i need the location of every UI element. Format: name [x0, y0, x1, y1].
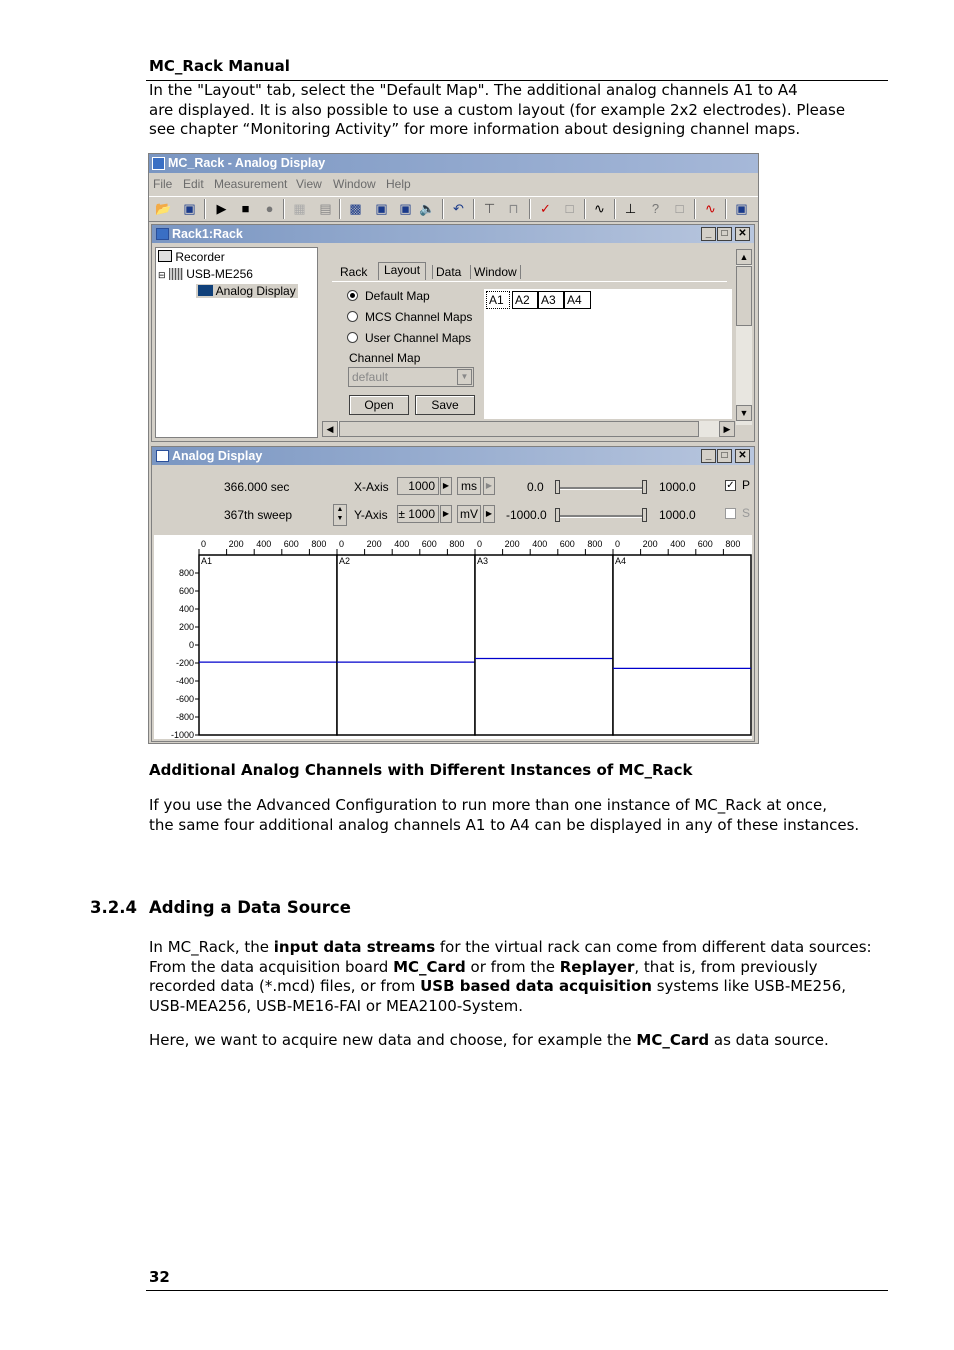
channel-map-select[interactable]	[348, 367, 474, 387]
app-titlebar	[149, 154, 758, 173]
tree-item-usb-me256[interactable]	[158, 267, 253, 281]
channel-label: A1	[201, 556, 213, 566]
analog-display-window	[151, 446, 755, 742]
analog-display-icon	[198, 285, 213, 296]
y-tick-label: -200	[175, 658, 194, 668]
bold-term: MC_Card	[393, 957, 466, 976]
hscroll-thumb[interactable]	[339, 421, 699, 437]
tree-item-recorder[interactable]	[158, 250, 225, 264]
window-icon[interactable]: ▣	[735, 201, 748, 216]
text-run: recorded data (*.mcd) files, or from	[149, 977, 421, 995]
intro-paragraph	[149, 81, 869, 140]
window-icon	[156, 450, 169, 462]
text-run: systems like USB-ME256,	[651, 977, 847, 995]
scroll-up-icon[interactable]: ▲	[736, 249, 752, 265]
paragraph-line: the same four additional analog channels A1 to A4 can be displayed in any of these instances.	[149, 815, 860, 834]
text-run: In MC_Rack, the	[149, 938, 274, 956]
y-tick-label: 800	[178, 568, 194, 578]
pulse-icon[interactable]: ⊓	[508, 201, 519, 216]
x-unit-arrow-icon[interactable]: ▶	[483, 477, 495, 495]
channel-box-a4[interactable]: A4	[564, 291, 591, 309]
tree-label: USB-ME256	[186, 267, 253, 281]
x-tick-label: 0	[477, 539, 483, 549]
channel-map-label: Channel Map	[349, 351, 421, 365]
plot-area	[154, 535, 752, 739]
toolbar-separator	[204, 199, 206, 219]
radio-label: MCS Channel Maps	[365, 310, 473, 324]
x-tick-label: 600	[697, 539, 713, 549]
x-tick-label: 600	[283, 539, 299, 549]
channel-label: A2	[339, 556, 351, 566]
open-button[interactable]: Open	[349, 395, 409, 415]
radio-label: Default Map	[365, 289, 430, 303]
rack-window	[151, 224, 755, 442]
radio-mcs-channel-maps[interactable]	[347, 310, 472, 324]
x-min-value: 0.0	[527, 480, 544, 494]
intro-line: In the "Layout" tab, select the "Default Map". The additional analog channels A1 to A4	[149, 81, 798, 99]
checkbox-label: P	[742, 478, 751, 492]
close-icon[interactable]: ✕	[735, 227, 750, 241]
channel-label: A3	[477, 556, 489, 566]
sweep-spinner[interactable]: ▲ ▼	[333, 504, 347, 526]
rack-window-title: Rack1:Rack	[172, 227, 243, 241]
text-run: From the data acquisition board	[149, 957, 394, 976]
footer-rule	[146, 1290, 888, 1291]
y-unit-arrow-icon[interactable]: ▶	[483, 505, 495, 523]
minimize-icon[interactable]: _	[701, 227, 716, 241]
intro-line: see chapter “Monitoring Activity” for more information about designing channel maps.	[149, 120, 801, 138]
y-tick-label: -400	[175, 676, 194, 686]
grid-icon[interactable]: ▦	[293, 201, 306, 216]
y-axis-label: Y-Axis	[354, 508, 388, 522]
x-tick-label: 200	[366, 539, 382, 549]
y-min-value: -1000.0	[506, 508, 547, 522]
chart-icon[interactable]: □	[565, 201, 574, 216]
toolbar	[149, 196, 758, 222]
paragraph-line	[149, 958, 889, 978]
paragraph-mc-card	[149, 1031, 889, 1051]
tab-layout[interactable]: Layout	[378, 262, 426, 280]
bold-term: input data streams	[273, 938, 436, 956]
y-range-slider[interactable]	[557, 515, 647, 518]
x-tick-label: 200	[228, 539, 244, 549]
x-slider-thumb-left[interactable]	[555, 480, 560, 494]
display-icon[interactable]: ▩	[349, 201, 362, 216]
question-icon[interactable]: ?	[651, 201, 660, 216]
time-readout: 366.000 sec	[224, 480, 290, 494]
toolbar-separator	[529, 199, 531, 219]
channel-box-a2[interactable]: A2	[512, 291, 538, 309]
channel-map-canvas	[484, 289, 732, 419]
x-tick-label: 0	[201, 539, 207, 549]
radio-icon	[347, 311, 358, 322]
y-tick-label: 0	[188, 640, 194, 650]
save-button[interactable]: Save	[415, 395, 475, 415]
y-tick-label: 600	[178, 586, 194, 596]
tab-rule	[332, 281, 727, 282]
x-range-slider[interactable]	[557, 487, 647, 490]
y-slider-thumb-right[interactable]	[642, 508, 647, 522]
x-tick-label: 400	[394, 539, 410, 549]
radio-default-map[interactable]	[347, 289, 430, 303]
trigger-icon[interactable]: ▣	[399, 201, 412, 216]
analyzer-icon[interactable]: ⊥	[624, 201, 637, 216]
tree-label: Analog Display	[215, 284, 296, 298]
close-icon[interactable]: ✕	[735, 449, 750, 463]
toolbar-separator	[473, 199, 475, 219]
x-unit-field[interactable]: ms	[457, 477, 481, 495]
checkbox-unchecked[interactable]	[725, 508, 736, 519]
play-icon[interactable]: ▶	[216, 201, 227, 216]
paragraph-line: If you use the Advanced Configuration to run more than one instance of MC_Rack at once,	[149, 796, 828, 814]
save-disk-icon[interactable]: ▣	[183, 201, 196, 216]
tree-item-analog-display[interactable]	[196, 284, 298, 298]
x-tick-label: 200	[504, 539, 520, 549]
display-window-titlebar	[152, 447, 754, 465]
scroll-thumb[interactable]	[736, 266, 752, 326]
record-icon[interactable]: ●	[265, 201, 274, 216]
menu-edit[interactable]: Edit	[183, 177, 204, 191]
text-run: , that is, from previously	[634, 957, 818, 976]
radio-icon	[347, 332, 358, 343]
scroll-left-icon[interactable]: ◀	[322, 421, 338, 437]
text-run: or from the	[465, 957, 560, 976]
sound-icon[interactable]: 🔈	[419, 201, 436, 216]
x-tick-label: 0	[615, 539, 621, 549]
rack-window-titlebar	[152, 225, 754, 243]
plot-icon[interactable]: □	[675, 201, 684, 216]
minimize-icon[interactable]: _	[701, 449, 716, 463]
text-run: as data source.	[709, 1031, 829, 1049]
section-number: 3.2.4	[90, 898, 137, 917]
toolbar-separator	[339, 199, 341, 219]
x-tick-label: 200	[642, 539, 658, 549]
toolbar-separator	[694, 199, 696, 219]
channel-panel	[199, 555, 337, 735]
collapse-icon: ⊟	[158, 270, 166, 280]
paragraph-line	[149, 938, 889, 958]
bold-term: USB based data acquisition	[420, 977, 652, 995]
x-tick-label: 800	[449, 539, 465, 549]
x-tick-label: 800	[725, 539, 741, 549]
intro-line: are displayed. It is also possible to use a custom layout (for example 2x2 electrodes). Please	[149, 100, 846, 119]
x-tick-label: 800	[311, 539, 327, 549]
bold-term: Replayer	[559, 957, 635, 976]
y-tick-label: -800	[175, 712, 194, 722]
channel-map-value: default	[352, 370, 389, 384]
menu-window[interactable]: Window	[333, 177, 376, 191]
y-axis-field[interactable]: ± 1000	[397, 505, 439, 523]
page-number: 32	[149, 1268, 170, 1286]
tree-label: Recorder	[175, 250, 225, 264]
spike-icon[interactable]: ↶	[453, 201, 464, 216]
menu-measurement[interactable]: Measurement	[214, 177, 288, 191]
display-window-title: Analog Display	[172, 449, 263, 463]
open-folder-icon[interactable]: 📂	[155, 201, 172, 216]
checkbox-checked[interactable]: ✓	[726, 480, 735, 491]
x-axis-field[interactable]: 1000	[397, 477, 439, 495]
y-slider-thumb-left[interactable]	[555, 508, 560, 522]
scroll-down-icon[interactable]: ▼	[736, 405, 752, 421]
paragraph-line: USB-MEA256, USB-ME16-FAI or MEA2100-System.	[149, 996, 523, 1015]
toolbar-separator	[283, 199, 285, 219]
tab-data[interactable]: Data	[432, 265, 461, 279]
tab-rack[interactable]: Rack	[340, 265, 368, 279]
text-run: Here, we want to acquire new data and choose, for example the	[149, 1031, 637, 1049]
radio-selected-icon	[347, 290, 358, 301]
threshold-icon[interactable]: ⊤	[483, 201, 496, 216]
channel-box-a3[interactable]: A3	[538, 291, 564, 309]
y-max-value: 1000.0	[659, 508, 696, 522]
x-tick-label: 400	[532, 539, 548, 549]
channel-label: A4	[615, 556, 627, 566]
x-tick-label: 600	[421, 539, 437, 549]
section-title: Adding a Data Source	[149, 898, 351, 917]
y-axis-arrow-icon[interactable]: ▶	[440, 505, 452, 523]
paragraph-data-sources	[149, 938, 889, 1016]
recorder-icon	[158, 250, 172, 262]
toolbar-separator	[614, 199, 616, 219]
radio-label: User Channel Maps	[365, 331, 472, 345]
x-tick-label: 400	[670, 539, 686, 549]
x-tick-label: 600	[559, 539, 575, 549]
waveform-icon[interactable]: ∿	[594, 201, 605, 216]
y-tick-label: -1000	[170, 730, 194, 739]
paragraph-instances	[149, 796, 889, 835]
radio-user-channel-maps[interactable]	[347, 331, 471, 345]
channel-box-a1[interactable]: A1	[486, 291, 510, 309]
x-tick-label: 800	[587, 539, 603, 549]
checkbox-label: S	[742, 506, 751, 520]
stop-icon[interactable]: ■	[241, 201, 250, 216]
menu-help[interactable]: Help	[386, 177, 411, 191]
y-tick-label: -600	[175, 694, 194, 704]
analog-chart	[154, 535, 752, 739]
text-run: for the virtual rack can come from different data sources:	[435, 938, 872, 956]
app-icon	[152, 157, 165, 170]
rack-tree	[155, 247, 318, 438]
channel-panel	[475, 555, 613, 735]
x-tick-label: 0	[339, 539, 345, 549]
menu-view[interactable]: View	[296, 177, 322, 191]
keyboard-icon[interactable]: ▤	[319, 201, 332, 216]
horizontal-scrollbar[interactable]	[322, 421, 735, 437]
x-slider-thumb-right[interactable]	[642, 480, 647, 494]
toolbar-separator	[725, 199, 727, 219]
settings-panel	[322, 247, 733, 415]
x-max-value: 1000.0	[659, 480, 696, 494]
scroll-right-icon[interactable]: ▶	[719, 421, 735, 437]
app-title: MC_Rack - Analog Display	[168, 156, 326, 170]
running-header: MC_Rack Manual	[149, 57, 290, 75]
maximize-icon[interactable]: □	[717, 227, 732, 241]
channel-panel	[337, 555, 475, 735]
toolbar-separator	[584, 199, 586, 219]
y-tick-label: 400	[178, 604, 194, 614]
toolbar-separator	[442, 199, 444, 219]
mc-rack-screenshot	[148, 153, 759, 744]
x-axis-label: X-Axis	[354, 480, 389, 494]
tab-window[interactable]: Window	[470, 265, 521, 279]
x-axis-arrow-icon[interactable]: ▶	[440, 477, 452, 495]
maximize-icon[interactable]: □	[717, 449, 732, 463]
sweep-readout: 367th sweep	[224, 508, 293, 522]
device-icon	[169, 268, 183, 280]
vertical-scrollbar[interactable]	[736, 249, 752, 425]
menu-file[interactable]: File	[153, 177, 173, 191]
lt-icon[interactable]: ▣	[375, 201, 388, 216]
chevron-down-icon: ▼	[457, 369, 472, 385]
x-tick-label: 400	[256, 539, 272, 549]
y-tick-label: 200	[178, 622, 194, 632]
signal-icon[interactable]: ∿	[705, 201, 716, 216]
paragraph-line	[149, 977, 889, 997]
rack-icon	[156, 228, 169, 240]
y-unit-field[interactable]: mV	[457, 505, 481, 523]
menu-bar	[149, 174, 758, 194]
filter-icon[interactable]: ✓	[540, 201, 551, 216]
bold-term: MC_Card	[636, 1031, 710, 1049]
figure-caption: Additional Analog Channels with Different Instances of MC_Rack	[149, 761, 693, 779]
channel-panel	[613, 555, 751, 735]
